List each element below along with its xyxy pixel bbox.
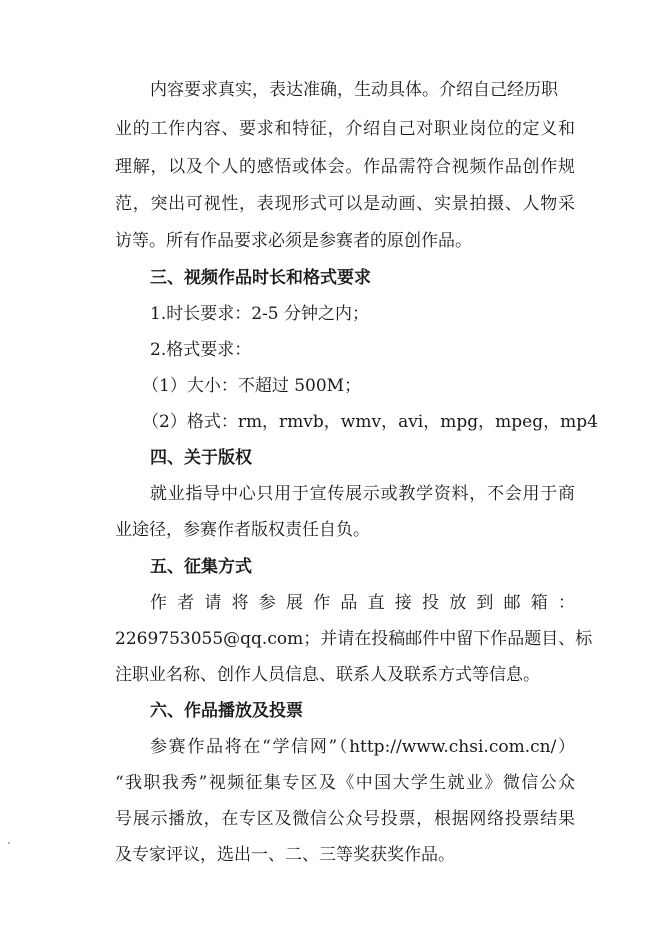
body-text-line: 范，突出可视性，表现形式可以是动画、实景拍摄、人物采 <box>115 194 575 214</box>
list-item: （2）格式：rm，rmvb，wmv，avi，mpg，mpeg，mp4 <box>142 412 598 432</box>
scan-speck <box>8 842 10 844</box>
body-text-line: 及专家评议，选出一、二、三等奖获奖作品。 <box>115 845 455 865</box>
section-heading: 四、关于版权 <box>150 448 252 468</box>
body-text-line: 注职业名称、创作人员信息、联系人及联系方式等信息。 <box>115 665 540 685</box>
body-text-line: 号展示播放，在专区及微信公众号投票，根据网络投票结果 <box>115 809 575 829</box>
section-heading: 五、征集方式 <box>150 557 252 577</box>
body-text-line: 访等。所有作品要求必须是参赛者的原创作品。 <box>115 231 472 251</box>
body-text-line: “我职我秀”视频征集专区及《中国大学生就业》微信公众 <box>115 773 575 793</box>
body-text-line: 作者请将参展作品直接投放到邮箱： <box>150 593 575 613</box>
body-text-line: 参赛作品将在“学信网”（http://www.chsi.com.cn/） <box>150 737 575 757</box>
body-text-line: 业途径，参赛作者版权责任自负。 <box>115 520 370 540</box>
section-heading: 三、视频作品时长和格式要求 <box>150 268 371 288</box>
list-item: （1）大小：不超过 500M； <box>142 376 362 396</box>
body-text-line: 就业指导中心只用于宣传展示或教学资料，不会用于商 <box>150 484 575 504</box>
list-item: 2.格式要求： <box>150 340 252 360</box>
body-text-line: 业的工作内容、要求和特征，介绍自己对职业岗位的定义和 <box>115 119 575 139</box>
body-text-line: 内容要求真实，表达准确，生动具体。介绍自己经历职 <box>150 80 558 100</box>
list-item: 1.时长要求：2-5 分钟之内； <box>150 304 369 324</box>
body-text-line: 理解，以及个人的感悟或体会。作品需符合视频作品创作规 <box>115 157 575 177</box>
body-text-line: 2269753055@qq.com；并请在投稿邮件中留下作品题目、标 <box>115 629 593 649</box>
section-heading: 六、作品播放及投票 <box>150 701 303 721</box>
